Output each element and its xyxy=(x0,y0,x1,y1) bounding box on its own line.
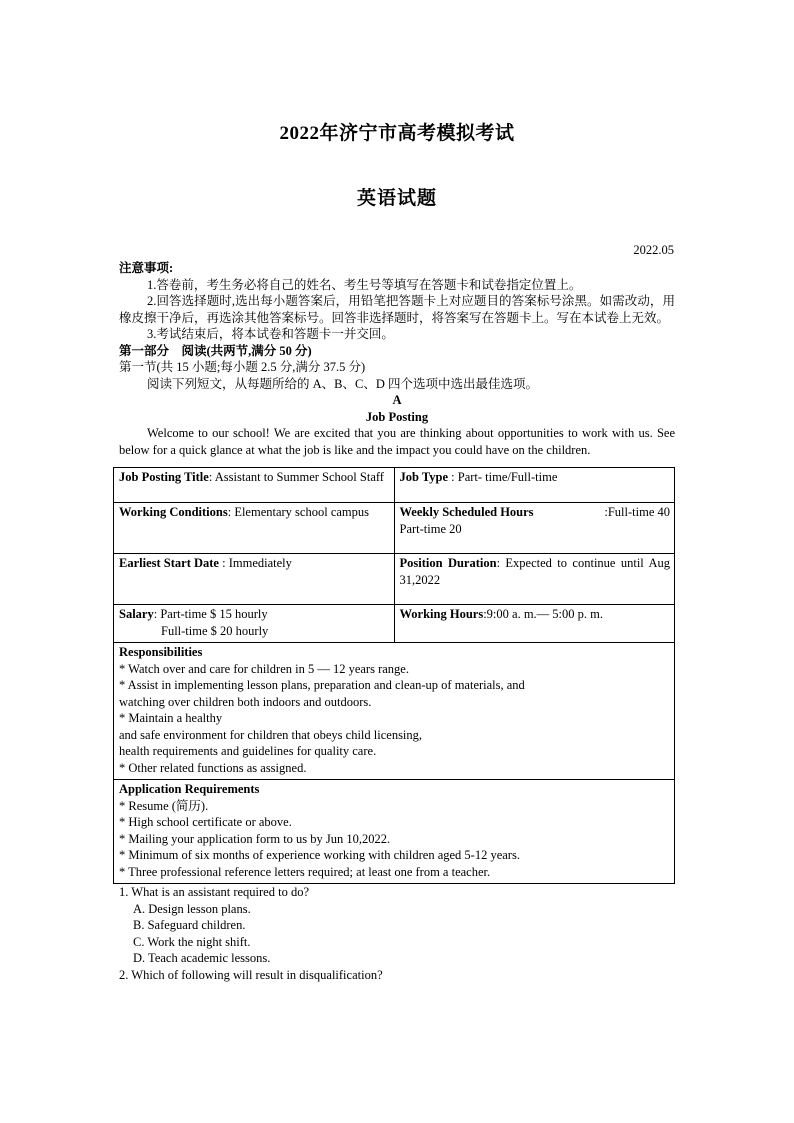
start-cell xyxy=(114,554,395,605)
question-2-stem: 2. Which of following will result in disqualification? xyxy=(119,967,383,982)
requirement-line: * Mailing your application form to us by Jun 10,2022. xyxy=(119,831,391,846)
job-title-label: Job Posting Title xyxy=(119,470,209,484)
responsibilities-heading: Responsibilities xyxy=(119,645,203,659)
job-posting-table xyxy=(113,467,675,884)
salary-line-1 xyxy=(119,606,390,623)
exam-body xyxy=(119,260,675,983)
questions xyxy=(119,884,675,983)
conditions-cell xyxy=(114,503,395,554)
question-1-option-d: D. Teach academic lessons. xyxy=(133,951,271,965)
responsibility-line: * Watch over and care for children in 5 — 12 years range. xyxy=(119,661,409,676)
hours-cell xyxy=(394,503,675,554)
exam-subject: 英语试题 xyxy=(356,188,437,209)
hours-value-1: :Full-time 40 xyxy=(604,505,670,519)
responsibility-line: * Maintain a healthy xyxy=(119,711,223,725)
responsibility-line: * Assist in implementing lesson plans, preparation and clean-up of materials, and xyxy=(119,678,525,692)
hours-value-2: Part-time 20 xyxy=(399,521,462,536)
requirement-line: * High school certificate or above. xyxy=(119,815,292,829)
responsibility-line: watching over children both indoors and outdoors. xyxy=(119,694,372,709)
notice-item-2: 2.回答选择题时,选出每小题答案后，用铅笔把答题卡上对应题目的答案标号涂黑。如需改动，用橡皮擦干净后，再选涂其他答案标号。回答非选择题时，将答案写在答题卡上。写在本试卷上无效。 xyxy=(119,294,675,325)
exam-date: 2022.05 xyxy=(633,243,674,257)
requirement-line: * Resume (简历). xyxy=(119,798,209,813)
requirement-line: * Minimum of six months of experience working with children aged 5-12 years. xyxy=(119,848,520,862)
salary-value-1: : Part-time $ 15 hourly xyxy=(153,607,268,621)
requirement-line: * Three professional reference letters required; at least one from a teacher. xyxy=(119,864,491,879)
question-1-option-a: A. Design lesson plans. xyxy=(133,901,251,916)
section-part: 第一部分 阅读(共两节,满分 50 分) xyxy=(119,343,312,358)
responsibility-line: * Other related functions as assigned. xyxy=(119,760,307,775)
notice-item-1: 1.答卷前，考生务必将自己的姓名、考生号等填写在答题卡和试卷指定位置上。 xyxy=(147,277,582,292)
passage-title: Job Posting xyxy=(365,409,429,424)
salary-label: Salary xyxy=(119,607,154,621)
question-1-option-c: C. Work the night shift. xyxy=(133,934,251,949)
exam-title: 2022年济宁市高考模拟考试 xyxy=(279,123,515,144)
duration-cell xyxy=(394,554,675,605)
responsibilities-cell xyxy=(114,643,675,780)
working-hours-value: :9:00 a. m.— 5:00 p. m. xyxy=(483,607,603,621)
hours-line xyxy=(400,504,671,521)
job-type-cell xyxy=(394,468,675,503)
responsibility-line: and safe environment for children that obeys child licensing, xyxy=(119,727,423,742)
working-hours-label: Working Hours xyxy=(399,607,484,621)
working-hours-cell xyxy=(394,605,675,643)
section-instruction: 阅读下列短文，从每题所给的 A、B、C、D 四个选项中选出最佳选项。 xyxy=(147,376,538,391)
passage-intro: Welcome to our school! We are excited that you are thinking about opportunities to work with us. See below for a quick glance at what the job is like and the impact you could have on the children. xyxy=(119,426,675,457)
conditions-label: Working Conditions xyxy=(119,505,228,519)
conditions-value: : Elementary school campus xyxy=(227,505,369,519)
responsibility-line: health requirements and guidelines for quality care. xyxy=(119,744,377,758)
duration-label: Position Duration xyxy=(399,556,497,570)
salary-cell xyxy=(114,605,395,643)
job-type-label: Job Type xyxy=(399,470,449,484)
passage-letter: A xyxy=(392,393,402,407)
salary-value-2: Full-time $ 20 hourly xyxy=(161,623,269,638)
notice-heading: 注意事项: xyxy=(119,261,174,275)
requirements-cell xyxy=(114,780,675,884)
question-1-stem: 1. What is an assistant required to do? xyxy=(119,885,310,899)
job-title-cell xyxy=(114,468,395,503)
start-label: Earliest Start Date xyxy=(119,556,219,570)
duration-value: : Expected to continue until Aug 31,2022 xyxy=(399,556,670,587)
job-type-value: : Part- time/Full-time xyxy=(448,470,558,484)
section-sub: 第一节(共 15 小题;每小题 2.5 分,满分 37.5 分) xyxy=(119,360,366,374)
question-1-option-b: B. Safeguard children. xyxy=(133,918,246,932)
requirements-heading: Application Requirements xyxy=(119,782,260,796)
start-value: : Immediately xyxy=(218,556,292,570)
job-title-value: : Assistant to Summer School Staff xyxy=(208,470,384,484)
notice-item-3: 3.考试结束后，将本试卷和答题卡一并交回。 xyxy=(147,327,394,341)
hours-label: Weekly Scheduled Hours xyxy=(399,505,534,519)
